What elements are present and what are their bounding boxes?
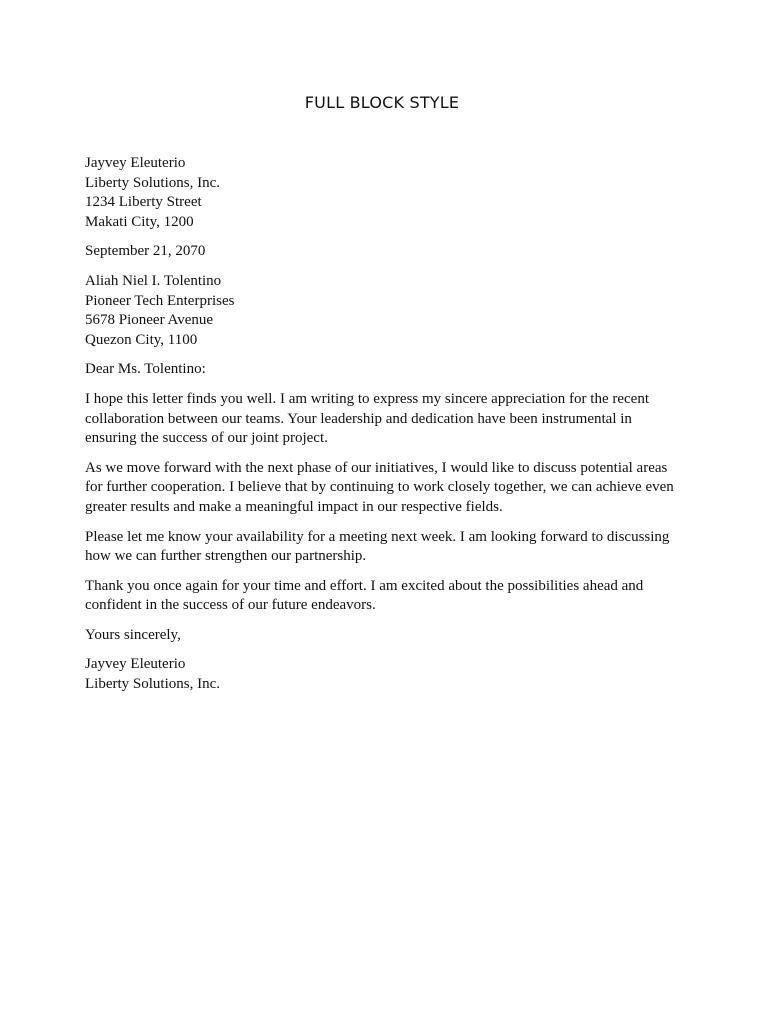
recipient-name: Aliah Niel I. Tolentino [85,272,222,289]
recipient-city: Quezon City, 1100 [85,331,198,348]
recipient-street: 5678 Pioneer Avenue [85,312,214,329]
sender-street: 1234 Liberty Street [85,194,202,211]
recipient-address [85,272,685,350]
sender-name: Jayvey Eleuterio [85,155,186,171]
recipient-company: Pioneer Tech Enterprises [85,292,235,309]
sender-address [85,154,685,232]
signature-block [85,655,685,694]
body-paragraph-4: Thank you once again for your time and effort. I am excited about the possibilities ahead and confident in the success of our future endeavors. [85,577,644,614]
salutation: Dear Ms. Tolentino: [85,361,206,378]
body-paragraph-1: I hope this letter finds you well. I am writing to express my sincere appreciation for the recent collaboration between our teams. Your leadership and dedication have been instrumental in ensuring the success of our joint project. [85,390,649,447]
signature-name: Jayvey Eleuterio [85,656,186,673]
date-text: September 21, 2070 [85,243,206,260]
signature-company: Liberty Solutions, Inc. [85,676,220,693]
body-paragraph-2: As we move forward with the next phase of our initiatives, I would like to discuss potential areas for further cooperation. I believe that by continuing to work closely together, we can achieve even greater results and make a meaningful impact in our respective fields. [85,459,674,515]
document-title: FULL BLOCK STYLE [304,93,460,112]
letter-date [85,242,685,262]
sender-city: Makati City, 1200 [85,213,194,230]
body-paragraph-3: Please let me know your availability for a meeting next week. I am looking forward to discussing how we can further strengthen our partnership. [85,528,670,565]
sender-company: Liberty Solutions, Inc. [85,174,220,191]
letter-body [85,154,685,705]
closing: Yours sincerely, [85,626,181,643]
